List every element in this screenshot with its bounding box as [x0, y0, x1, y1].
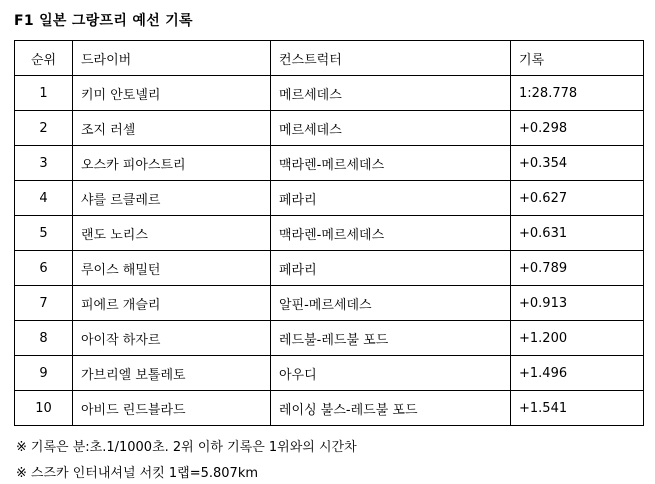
footnotes — [16, 438, 643, 484]
footnote-text: 스즈카 인터내셔널 서킷 1랩=5.807km — [30, 466, 259, 482]
cell-driver: 루이스 해밀턴 — [73, 251, 271, 286]
cell-position: 10 — [15, 391, 73, 426]
column-header-position: 순위 — [15, 41, 73, 76]
footnote-item — [16, 464, 643, 484]
footnote-item — [16, 438, 643, 458]
cell-position: 8 — [15, 321, 73, 356]
cell-time: +1.496 — [511, 356, 644, 391]
cell-time: +0.298 — [511, 111, 644, 146]
footnote-text: 기록은 분:초.1/1000초. 2위 이하 기록은 1위와의 시간차 — [30, 440, 357, 455]
table-row — [15, 321, 644, 356]
cell-driver: 오스카 피아스트리 — [73, 146, 271, 181]
cell-driver: 샤를 르클레르 — [73, 181, 271, 216]
cell-constructor: 메르세데스 — [271, 76, 511, 111]
cell-driver: 키미 안토넬리 — [73, 76, 271, 111]
cell-time: 1:28.778 — [511, 76, 644, 111]
cell-position: 6 — [15, 251, 73, 286]
cell-time: +1.200 — [511, 321, 644, 356]
qualifying-results-table — [14, 40, 644, 426]
footnote-mark-icon: ※ — [16, 466, 27, 482]
table-header-row — [15, 41, 644, 76]
cell-constructor: 알핀-메르세데스 — [271, 286, 511, 321]
cell-time: +1.541 — [511, 391, 644, 426]
cell-driver: 아비드 린드블라드 — [73, 391, 271, 426]
cell-constructor: 페라리 — [271, 251, 511, 286]
cell-constructor: 레이싱 불스-레드불 포드 — [271, 391, 511, 426]
cell-position: 1 — [15, 76, 73, 111]
cell-driver: 가브리엘 보톨레토 — [73, 356, 271, 391]
cell-position: 4 — [15, 181, 73, 216]
table-row — [15, 146, 644, 181]
cell-driver: 아이작 하자르 — [73, 321, 271, 356]
page-title: F1 일본 그랑프리 예선 기록 — [14, 13, 193, 29]
cell-time: +0.631 — [511, 216, 644, 251]
table-row — [15, 111, 644, 146]
cell-time: +0.913 — [511, 286, 644, 321]
cell-time: +0.789 — [511, 251, 644, 286]
cell-time: +0.354 — [511, 146, 644, 181]
column-header-constructor: 컨스트럭터 — [271, 41, 511, 76]
cell-position: 7 — [15, 286, 73, 321]
cell-constructor: 아우디 — [271, 356, 511, 391]
table-row — [15, 286, 644, 321]
cell-time: +0.627 — [511, 181, 644, 216]
column-header-time: 기록 — [511, 41, 644, 76]
table-row — [15, 356, 644, 391]
cell-constructor: 메르세데스 — [271, 111, 511, 146]
cell-constructor: 레드불-레드불 포드 — [271, 321, 511, 356]
cell-position: 9 — [15, 356, 73, 391]
column-header-driver: 드라이버 — [73, 41, 271, 76]
table-row — [15, 181, 644, 216]
table-row — [15, 216, 644, 251]
cell-driver: 피에르 개슬리 — [73, 286, 271, 321]
cell-constructor: 맥라렌-메르세데스 — [271, 216, 511, 251]
cell-position: 3 — [15, 146, 73, 181]
footnote-mark-icon: ※ — [16, 440, 27, 455]
table-row — [15, 251, 644, 286]
cell-constructor: 맥라렌-메르세데스 — [271, 146, 511, 181]
cell-position: 5 — [15, 216, 73, 251]
table-row — [15, 391, 644, 426]
cell-position: 2 — [15, 111, 73, 146]
cell-constructor: 페라리 — [271, 181, 511, 216]
cell-driver: 랜도 노리스 — [73, 216, 271, 251]
table-row — [15, 76, 644, 111]
cell-driver: 조지 러셀 — [73, 111, 271, 146]
